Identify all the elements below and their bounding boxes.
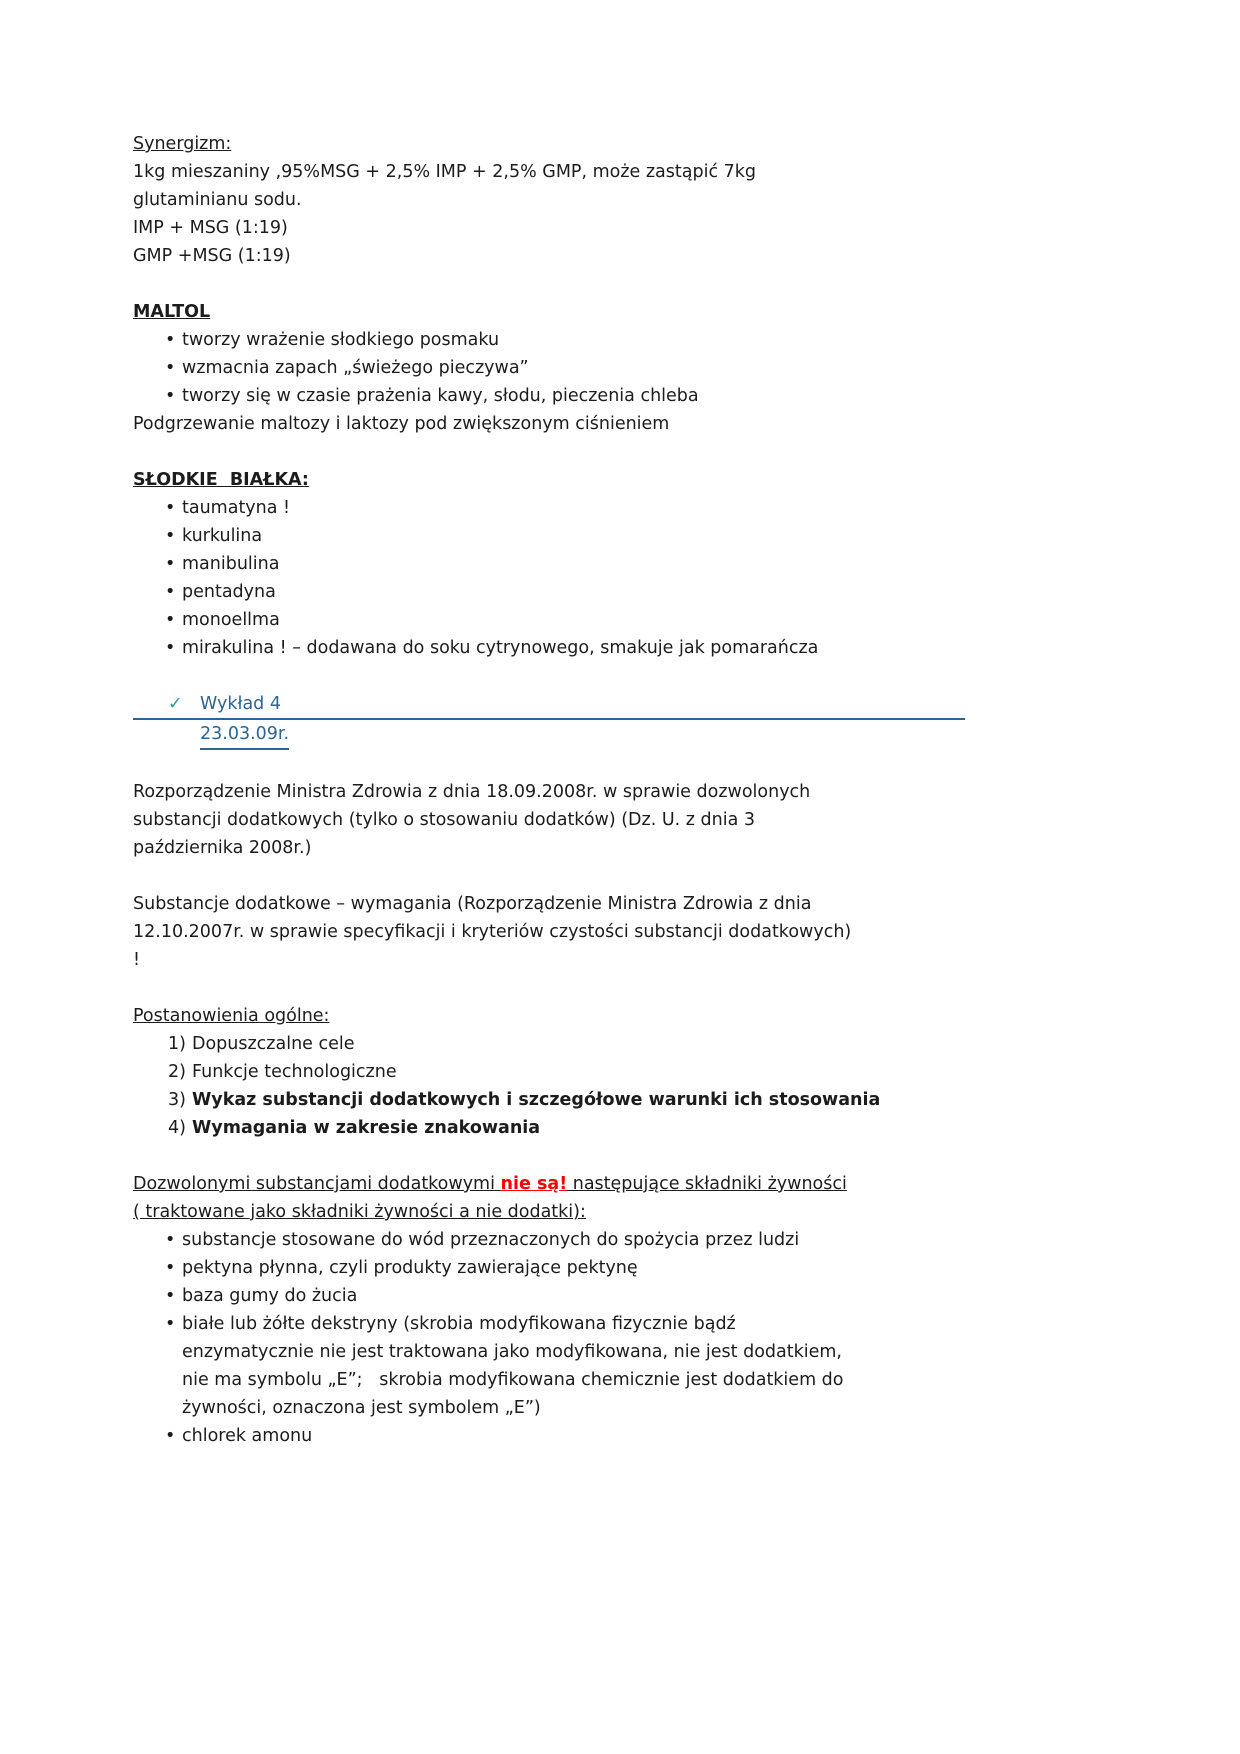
slodkie-bialka-bullet-list [133, 494, 1002, 662]
postanowienia-heading: Postanowienia ogólne: [133, 1006, 330, 1026]
item-text: Dopuszczalne cele [192, 1034, 355, 1054]
section-dozwolone [133, 1170, 1002, 1450]
heading-warning-text: nie są! [500, 1174, 568, 1194]
section-lecture-heading [133, 690, 1002, 750]
maltol-bullet-list [133, 326, 1002, 410]
synergizm-line: IMP + MSG (1:19) [133, 218, 288, 238]
bullet-text: mirakulina ! – dodawana do soku cytrynowego, smakuje jak pomarańcza [182, 638, 819, 658]
item-number: 1) [168, 1034, 186, 1054]
bullet-text: taumatyna ! [182, 498, 291, 518]
section-postanowienia [133, 1002, 1002, 1142]
section-slodkie-bialka [133, 466, 1002, 662]
heading-text: Dozwolonymi substancjami dodatkowymi [133, 1174, 501, 1194]
list-item [133, 550, 1002, 578]
list-item [133, 1254, 1002, 1282]
item-text: Wykaz substancji dodatkowych i szczegółowe warunki ich stosowania [192, 1090, 881, 1110]
maltol-heading: MALTOL [133, 302, 211, 322]
list-item [133, 354, 1002, 382]
numbered-item [133, 1030, 1002, 1058]
paragraph-line: Rozporządzenie Ministra Zdrowia z dnia 18.09.2008r. w sprawie dozwolonych [133, 782, 811, 802]
slodkie-bialka-heading: SŁODKIE BIAŁKA: [133, 470, 309, 490]
bullet-text: monoellma [182, 610, 280, 630]
item-text: Funkcje technologiczne [192, 1062, 397, 1082]
synergizm-line: 1kg mieszaniny ,95%MSG + 2,5% IMP + 2,5% GMP, może zastąpić 7kg [133, 162, 757, 182]
paragraph-line: października 2008r.) [133, 838, 312, 858]
item-number: 4) [168, 1118, 186, 1138]
list-item [133, 326, 1002, 354]
paragraph-line: Substancje dodatkowe – wymagania (Rozporządzenie Ministra Zdrowia z dnia [133, 894, 812, 914]
bullet-text-continuation: żywności, oznaczona jest symbolem „E”) [182, 1398, 541, 1418]
lecture-title: Wykład 4 [200, 694, 281, 714]
dozwolone-bullet-list [133, 1226, 1002, 1450]
list-item [133, 1310, 1002, 1422]
numbered-item [133, 1058, 1002, 1086]
lecture-date-row [133, 720, 1002, 750]
item-number: 2) [168, 1062, 186, 1082]
bullet-text: wzmacnia zapach „świeżego pieczywa” [182, 358, 529, 378]
paragraph-rozporzadzenie [133, 778, 1002, 862]
list-item [133, 494, 1002, 522]
bullet-text: manibulina [182, 554, 280, 574]
bullet-text: pentadyna [182, 582, 276, 602]
list-item [133, 1422, 1002, 1450]
list-item [133, 522, 1002, 550]
paragraph-line: ! [133, 950, 141, 970]
synergizm-line: GMP +MSG (1:19) [133, 246, 291, 266]
bullet-text: pektyna płynna, czyli produkty zawierające pektynę [182, 1258, 638, 1278]
numbered-item [133, 1114, 1002, 1142]
list-item [133, 1282, 1002, 1310]
bullet-text: substancje stosowane do wód przeznaczonych do spożycia przez ludzi [182, 1230, 800, 1250]
checkmark-icon: ✓ [168, 694, 183, 714]
list-item [133, 382, 1002, 410]
dozwolone-heading-line1 [133, 1170, 1002, 1198]
maltol-footer: Podgrzewanie maltozy i laktozy pod zwiększonym ciśnieniem [133, 414, 670, 434]
list-item [133, 1226, 1002, 1254]
lecture-heading-row [133, 690, 965, 720]
synergizm-heading: Synergizm: [133, 134, 232, 154]
list-item [133, 578, 1002, 606]
synergizm-line: glutaminianu sodu. [133, 190, 302, 210]
heading-text: ( traktowane jako składniki żywności a nie dodatki): [133, 1202, 586, 1222]
bullet-text: chlorek amonu [182, 1426, 313, 1446]
paragraph-substancje-wymagania [133, 890, 1002, 974]
bullet-text: baza gumy do żucia [182, 1286, 358, 1306]
bullet-text-continuation: nie ma symbolu „E”; skrobia modyfikowana chemicznie jest dodatkiem do [182, 1370, 844, 1390]
section-synergizm [133, 130, 1002, 270]
item-number: 3) [168, 1090, 186, 1110]
heading-text: następujące składniki żywności [567, 1174, 847, 1194]
paragraph-line: 12.10.2007r. w sprawie specyfikacji i kryteriów czystości substancji dodatkowych) [133, 922, 852, 942]
bullet-text: tworzy wrażenie słodkiego posmaku [182, 330, 500, 350]
list-item [133, 606, 1002, 634]
bullet-text-continuation: enzymatycznie nie jest traktowana jako modyfikowana, nie jest dodatkiem, [182, 1342, 842, 1362]
bullet-text: • białe lub żółte dekstryny (skrobia modyfikowana fizycznie bądź [182, 1314, 736, 1334]
list-item [133, 634, 1002, 662]
lecture-date: 23.03.09r. [200, 720, 289, 750]
dozwolone-heading-line2 [133, 1198, 1002, 1226]
section-maltol [133, 298, 1002, 438]
paragraph-line: substancji dodatkowych (tylko o stosowaniu dodatków) (Dz. U. z dnia 3 [133, 810, 756, 830]
bullet-text: tworzy się w czasie prażenia kawy, słodu, pieczenia chleba [182, 386, 699, 406]
postanowienia-numbered-list [133, 1030, 1002, 1142]
numbered-item [133, 1086, 1002, 1114]
item-text: Wymagania w zakresie znakowania [192, 1118, 541, 1138]
bullet-text: kurkulina [182, 526, 263, 546]
